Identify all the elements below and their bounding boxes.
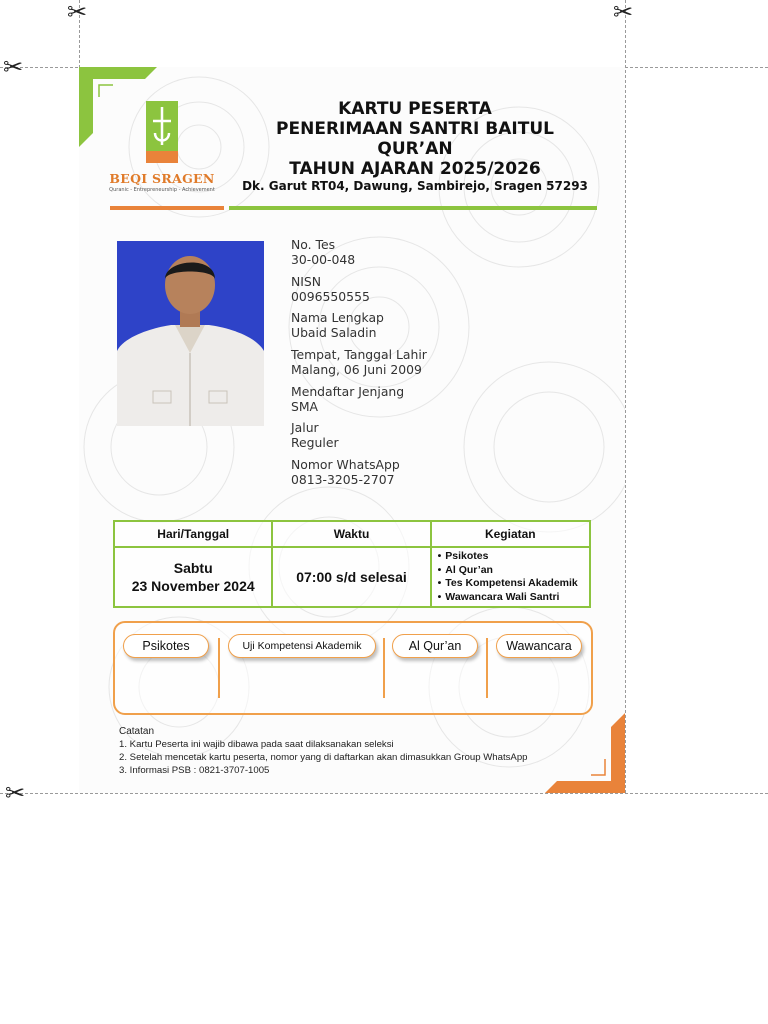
stage-divider [383,638,385,698]
field-full-name [291,310,591,347]
person-silhouette-icon [117,241,264,426]
stage-interview: Wawancara [496,634,582,658]
logo-name: BEQI SRAGEN [109,171,215,186]
stage-divider [486,638,488,698]
header-divider-green [229,206,597,210]
notes-title: Catatan [119,726,155,737]
title-line: KARTU PESERTA [338,99,492,119]
cell-activities [431,547,590,607]
title-line: QUR’AN [377,139,453,159]
table-header-row [114,521,590,547]
stage-signature-box [113,621,593,715]
activity-item: • Tes Kompetensi Akademik [438,577,588,591]
field-path [291,420,591,457]
field-test-number [291,237,591,274]
field-value: 30-00-048 [291,252,356,267]
header-time: Waktu [272,521,430,547]
field-label: Nama Lengkap [291,310,384,326]
note-item: 2. Setelah mencetak kartu peserta, nomor yang di daftarkan akan dimasukkan Group WhatsApp [119,752,528,763]
header-day-date: Hari/Tanggal [114,521,272,547]
cell-day-date [114,547,272,607]
title-line: TAHUN AJARAN 2025/2026 [289,159,541,179]
field-value: Malang, 06 Juni 2009 [291,362,422,378]
participant-card [79,67,625,793]
header-activity: Kegiatan [431,521,590,547]
schedule-day: Sabtu [173,560,213,576]
activity-item: • Wawancara Wali Santri [438,591,588,605]
participant-photo [117,241,264,426]
scissors-icon: ✂ [67,0,88,26]
schedule-table [113,520,591,608]
field-birth-place-date [291,347,591,384]
field-value: Reguler [291,435,339,451]
stage-academic: Uji Kompetensi Akademik [228,634,376,658]
header-divider-orange [110,206,224,210]
field-label: Jalur [291,420,319,436]
field-label: Nomor WhatsApp [291,457,400,473]
field-value: SMA [291,398,319,414]
note-item: 3. Informasi PSB : 0821-3707-1005 [119,765,270,776]
scissors-icon: ✂ [5,779,26,807]
scissors-icon: ✂ [3,53,24,81]
note-item: 1. Kartu Peserta ini wajib dibawa pada saat dilaksanakan seleksi [119,739,394,750]
table-row [114,547,590,607]
card-title [251,99,579,179]
school-logo [108,99,216,199]
cell-time: 07:00 s/d selesai [272,547,430,607]
stage-psikotes: Psikotes [123,634,209,658]
notes-section [119,725,579,777]
field-label: NISN [291,273,322,289]
field-label: No. Tes [291,237,336,252]
participant-info [291,237,591,494]
logo-emblem-icon [143,99,181,169]
activity-item: • Al Qur’an [438,564,588,578]
title-line: PENERIMAAN SANTRI BAITUL [276,119,554,139]
field-level [291,384,591,421]
field-value: 0813-3205-2707 [291,472,395,488]
schedule-date: 23 November 2024 [131,578,255,594]
school-address: Dk. Garut RT04, Dawung, Sambirejo, Sragen 57293 [242,179,588,193]
field-value: 0096550555 [291,288,370,304]
stage-divider [218,638,220,698]
field-whatsapp [291,457,591,494]
field-label: Mendaftar Jenjang [291,383,405,399]
field-nisn [291,274,591,311]
scissors-icon: ✂ [613,0,634,26]
logo-tagline: Quranic - Entrepreneurship - Achievement [109,187,215,193]
cut-line-bottom [0,793,768,794]
field-label: Tempat, Tanggal Lahir [291,347,427,363]
activity-item: • Psikotes [438,550,588,564]
field-value: Ubaid Saladin [291,325,377,341]
stage-quran: Al Qur’an [392,634,478,658]
cut-line-right [625,0,626,793]
